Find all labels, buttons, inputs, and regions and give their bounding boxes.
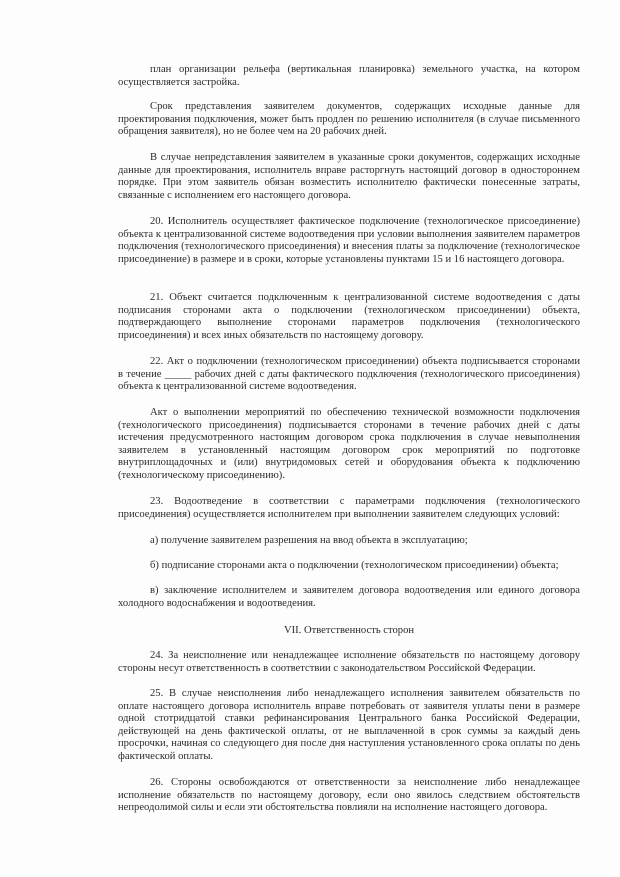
paragraph-deadline-extension: Срок представления заявителем документов, содержащих исходные данные для проектирования подключения, может быть продлен по решению исполнителя (в случае письменного обращения заявителя), но не более чем на 20 рабочих дней. <box>118 101 580 137</box>
paragraph-clause-23: 23. Водоотведение в соответствии с параметрами подключения (технологического присоединения) осуществляется исполнителем при выполнении заявителем следующих условий: <box>118 496 580 520</box>
paragraph-clause-21: 21. Объект считается подключенным к централизованной системе водоотведения с даты подписания сторонами акта о подключении (технологическом присоединении) объекта, подтверждающего выполнение сторонами параметров подключения (технологического присоединения) и всех иных обязательств по настоящему договору. <box>118 292 580 341</box>
list-item-c: в) заключение исполнителем и заявителем договора водоотведения или единого договора холодного водоснабжения и водоотведения. <box>118 585 580 609</box>
paragraph-non-submission: В случае непредставления заявителем в указанные сроки документов, содержащих исходные данные для проектирования, исполнитель вправе расторгнуть настоящий договор в одностороннем порядке. При этом заявитель обязан возместить исполнителю фактически понесенные затраты, связанные с исполнением его настоящего договора. <box>118 152 580 201</box>
paragraph-clause-25: 25. В случае неисполнения либо ненадлежащего исполнения заявителем обязательств по оплате настоящего договора исполнитель вправе потребовать от заявителя уплаты пени в размере одной стотридцатой ставки рефинансирования Центрального банка Российской Федерации, действующей на день фактической оплаты, от не выплаченной в срок суммы за каждый день просрочки, начиная со следующего дня после дня наступления установленного срока оплаты по день фактической оплаты. <box>118 688 580 762</box>
section-heading: VII. Ответственность сторон <box>283 625 415 636</box>
list-item-a: а) получение заявителем разрешения на ввод объекта в эксплуатацию; <box>150 535 468 546</box>
paragraph-clause-26: 26. Стороны освобождаются от ответственности за неисполнение либо ненадлежащее исполнение обязательств по настоящему договору, если оно явилось следствием обстоятельств непреодолимой силы и если эти обстоятельства повлияли на исполнение настоящего договора. <box>118 777 580 813</box>
paragraph-clause-22: 22. Акт о подключении (технологическом присоединении) объекта подписывается сторонами в течение _____ рабочих дней с даты фактического подключения (технологического присоединения) объекта к централизованной системе водоотведения. <box>118 356 580 392</box>
paragraph-site-plan: план организации рельефа (вертикальная планировка) земельного участка, на котором осуществляется застройка. <box>118 64 580 88</box>
paragraph-clause-20: 20. Исполнитель осуществляет фактическое подключение (технологическое присоединение) объекта к централизованной системе водоотведения при условии выполнения заявителем параметров подключения (технологического присоединения) и внесения платы за подключение (технологическое присоединение) в размере и в сроки, которые установлены пунктами 15 и 16 настоящего договора. <box>118 216 580 265</box>
list-item-b: б) подписание сторонами акта о подключении (технологическом присоединении) объекта; <box>150 560 559 571</box>
paragraph-clause-24: 24. За неисполнение или ненадлежащее исполнение обязательств по настоящему договору стороны несут ответственность в соответствии с законодательством Российской Федерации. <box>118 650 580 674</box>
paragraph-act-of-measures: Акт о выполнении мероприятий по обеспечению технической возможности подключения (технологического присоединения) подписывается сторонами в течение рабочих дней с даты истечения предусмотренного настоящим договором срока подключения в случае невыполнения заявителем в установленный настоящим договором срок мероприятий по подготовке внутриплощадочных и (или) внутридомовых сетей и оборудования объекта к подключению (технологическому присоединению). <box>118 407 580 481</box>
